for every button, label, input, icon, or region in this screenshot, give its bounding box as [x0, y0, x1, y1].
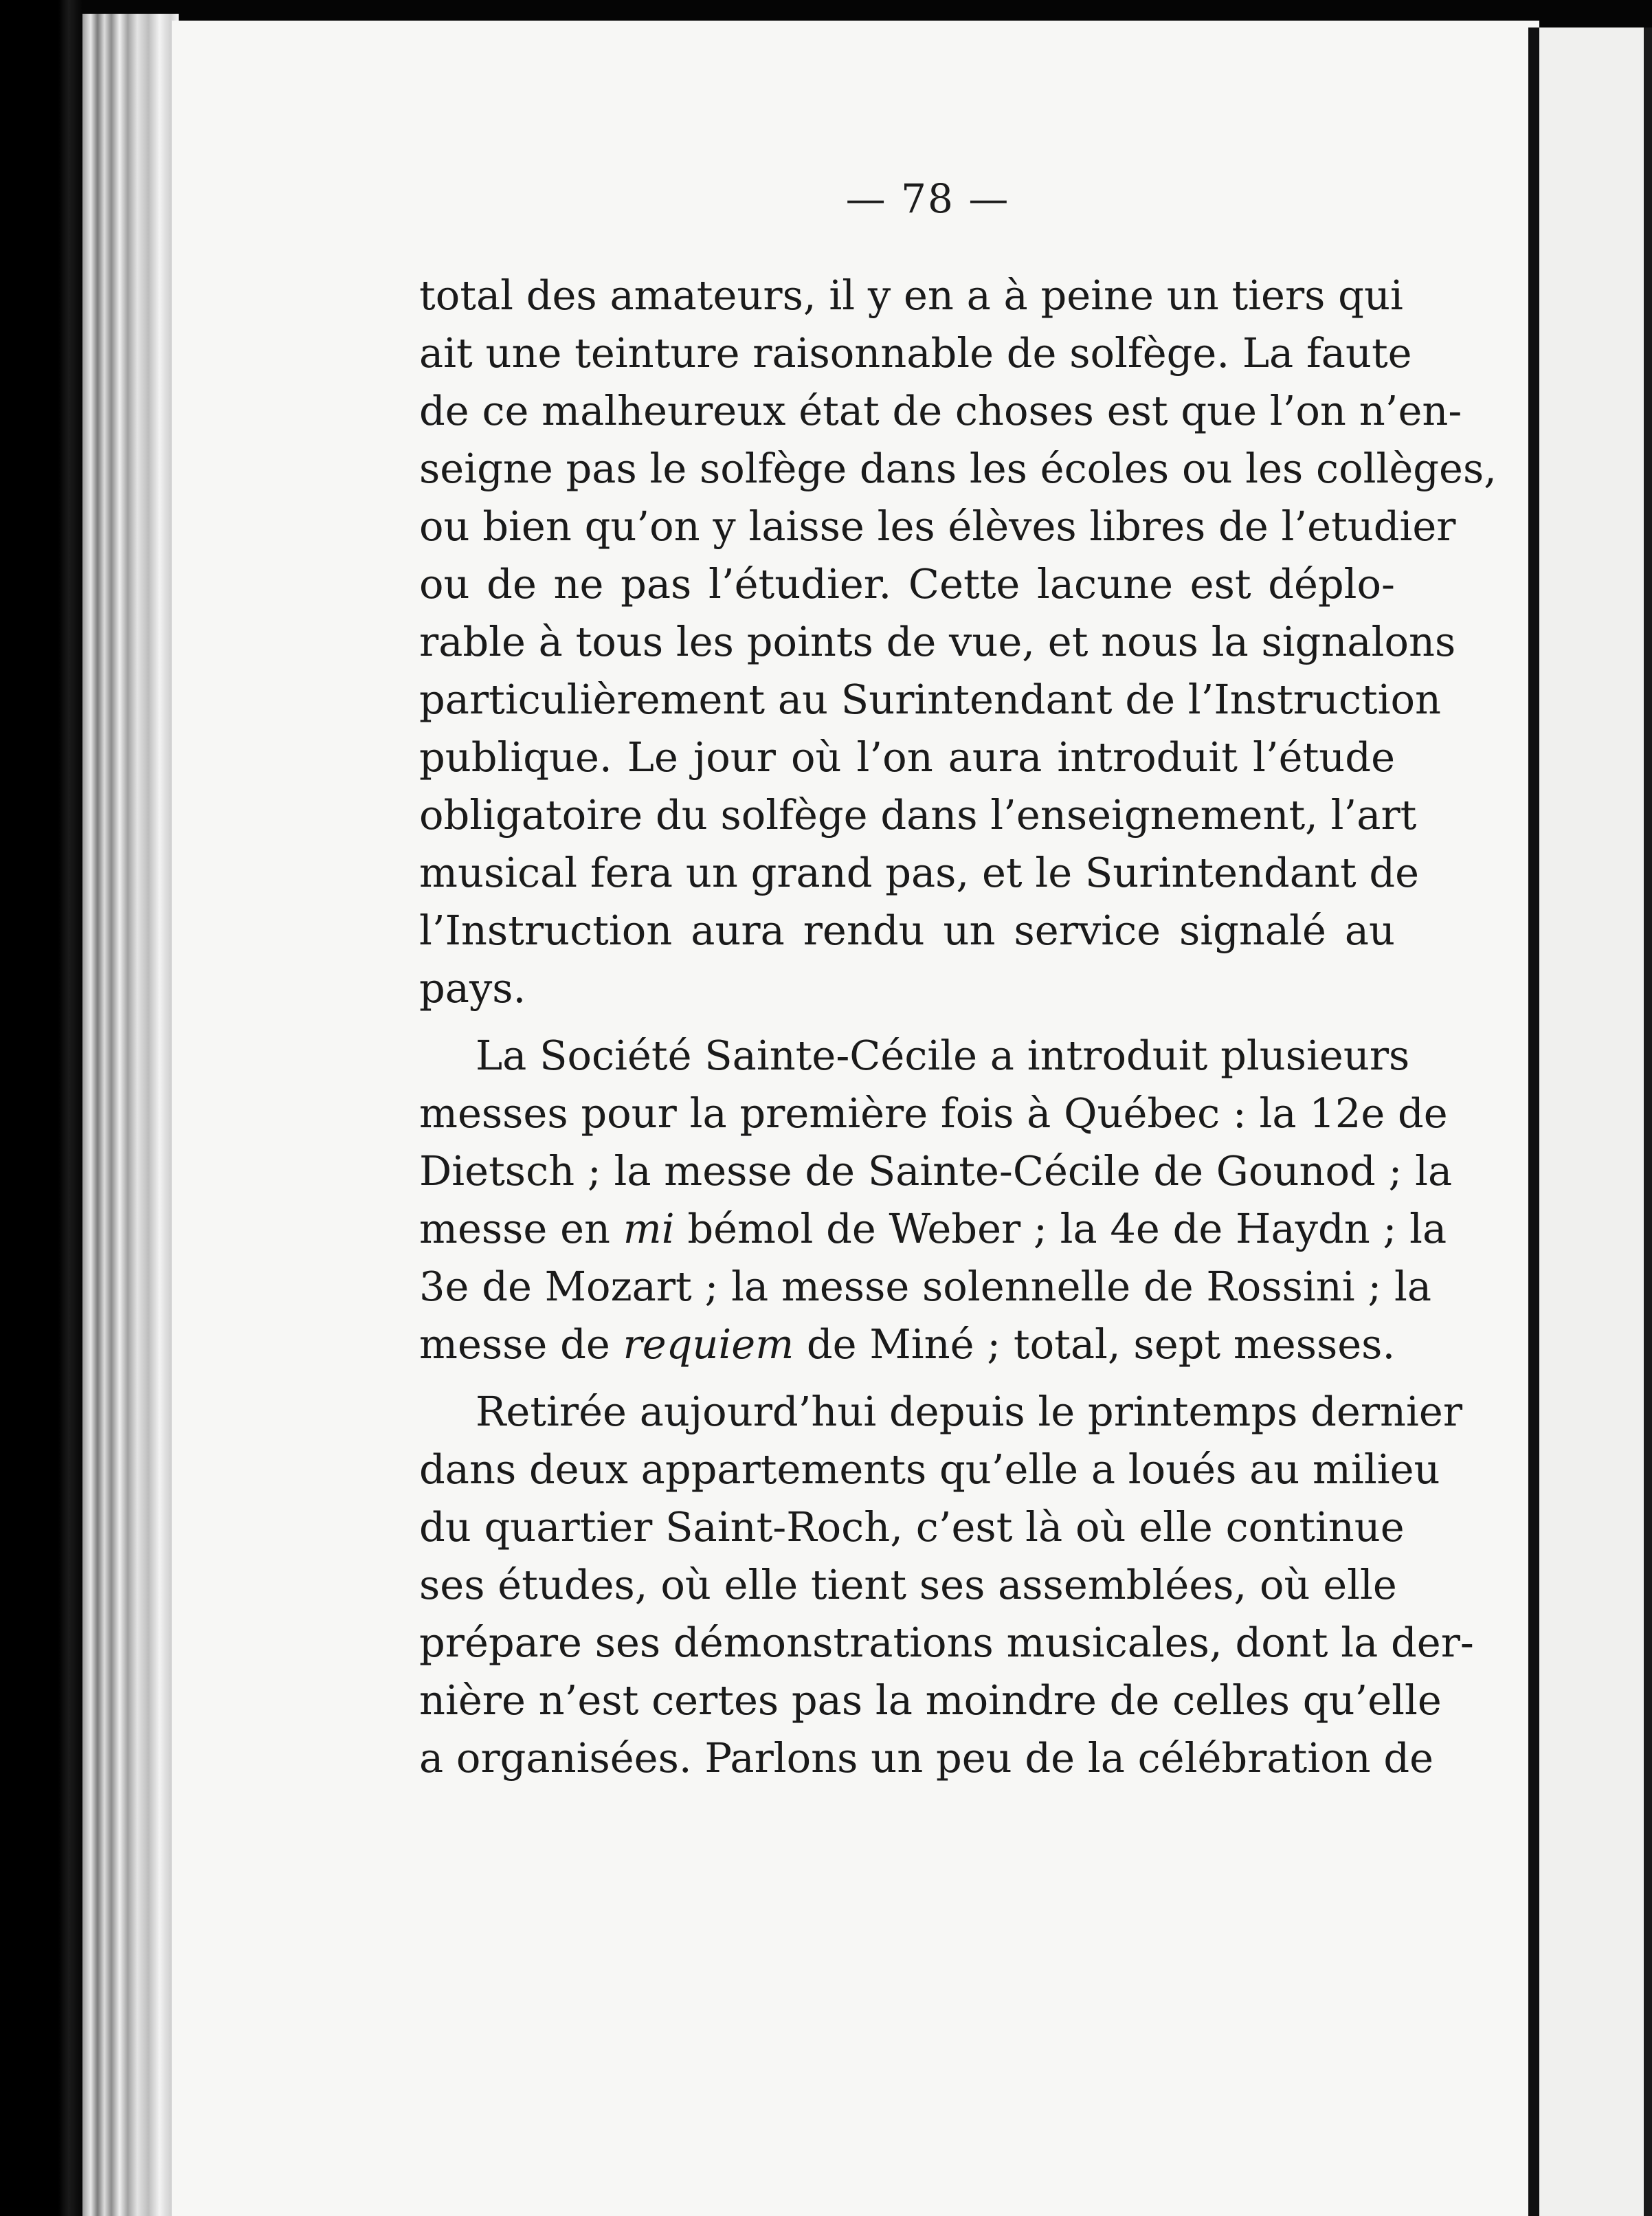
text-line: dans deux appartements qu’elle a loués au milieu [419, 1445, 1440, 1493]
text-line: l’Instruction aura rendu un service signalé au [419, 907, 1395, 954]
paragraph-3 [419, 1383, 1474, 1787]
text-line: rable à tous les points de vue, et nous la signalons [419, 618, 1456, 665]
text-line: pays. [419, 964, 526, 1012]
paragraph-1 [419, 267, 1497, 1017]
text-line: La Société Sainte-Cécile a introduit plusieurs [476, 1032, 1410, 1079]
text-line: 3e de Mozart ; la messe solennelle de Rossini ; la [419, 1263, 1432, 1310]
text-segment: bémol de Weber ; la 4e de Haydn ; la [674, 1205, 1447, 1252]
text-line: musical fera un grand pas, et le Surintendant de [419, 849, 1420, 896]
text-line: nière n’est certes pas la moindre de celles qu’elle [419, 1676, 1442, 1724]
text-line-mixed [419, 1200, 1447, 1258]
book-page-edges [82, 14, 179, 2216]
text-line: ses études, où elle tient ses assemblées, où elle [419, 1561, 1397, 1608]
italic-term: mi [623, 1205, 675, 1252]
text-line: de ce malheureux état de choses est que l’on n’en- [419, 387, 1462, 434]
paragraph-2 [419, 1027, 1453, 1373]
text-line: Dietsch ; la messe de Sainte-Cécile de Gounod ; la [419, 1147, 1453, 1195]
text-segment: messe de [419, 1320, 623, 1368]
text-line: du quartier Saint-Roch, c’est là où elle continue [419, 1503, 1405, 1551]
facing-page-edge [1539, 27, 1652, 2216]
scan-frame-right [1644, 27, 1652, 2216]
text-line: messes pour la première fois à Québec : la 12e de [419, 1089, 1448, 1137]
italic-term: requiem [623, 1320, 794, 1368]
text-line: prépare ses démonstrations musicales, dont la der- [419, 1619, 1474, 1666]
body-text [419, 267, 1497, 1797]
text-line: ou de ne pas l’étudier. Cette lacune est déplo- [419, 560, 1395, 608]
text-line: obligatoire du solfège dans l’enseignement, l’art [419, 791, 1417, 839]
scan-frame-left [0, 0, 82, 2216]
text-line: seigne pas le solfège dans les écoles ou les collèges, [419, 445, 1497, 492]
text-line: a organisées. Parlons un peu de la célébration de [419, 1734, 1434, 1782]
text-line: Retirée aujourd’hui depuis le printemps dernier [476, 1388, 1463, 1435]
text-line-mixed [419, 1316, 1395, 1373]
text-line: ou bien qu’on y laisse les élèves libres de l’etudier [419, 502, 1456, 550]
text-segment: messe en [419, 1205, 623, 1252]
text-segment: de Miné ; total, sept messes. [794, 1320, 1396, 1368]
text-line: publique. Le jour où l’on aura introduit l’étude [419, 733, 1395, 781]
page-gutter-divider [1528, 27, 1539, 2216]
page-number: — 78 — [845, 175, 1010, 222]
text-line: ait une teinture raisonnable de solfège. La faute [419, 329, 1412, 377]
text-line: particulièrement au Surintendant de l’Instruction [419, 676, 1442, 723]
text-line: total des amateurs, il y en a à peine un tiers qui [419, 272, 1403, 319]
